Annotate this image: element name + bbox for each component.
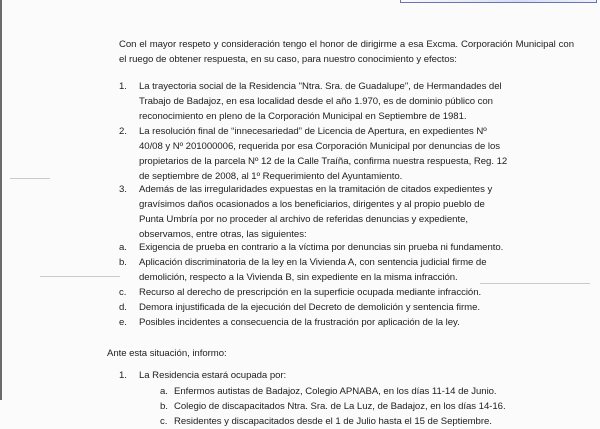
inform-text: La Residencia estará ocupada por: xyxy=(139,370,287,381)
observation-text: Demora injustificada de la ejecución del Decreto de demolición y sentencia firme. xyxy=(139,302,480,313)
text-line: propietarios de la parcela Nº 12 de la Calle Traíña, confirma nuestra respuesta, Reg. 12 xyxy=(139,156,508,167)
observation-text: Posibles incidentes a consecuencia de la frustración por aplicación de la ley. xyxy=(139,317,460,328)
observation-text xyxy=(139,255,579,285)
observation-text: Exigencia de prueba en contrario a la víctima por denuncias sin prueba ni fundamento. xyxy=(139,242,504,253)
inform-number: 1. xyxy=(119,370,127,381)
text-line: La trayectoria social de la Residencia "Ntra. Sra. de Guadalupe", de Hermandades del xyxy=(139,81,502,92)
text-line: La resolución final de “innecesariedad” de Licencia de Apertura, en expedientes Nº xyxy=(139,126,487,137)
observation-letter: a. xyxy=(119,242,127,253)
point-number: 2. xyxy=(119,126,127,137)
point-text xyxy=(139,182,574,242)
text-line: Punta Umbría por no proceder al archivo de referidas denuncias y expediente, xyxy=(139,214,468,225)
text-line: reconocimiento en pleno de la Corporación Municipal en Septiembre de 1981. xyxy=(139,111,467,122)
point-text xyxy=(139,124,574,184)
text-line: Además de las irregularidades expuestas en la tramitación de citados expedientes y xyxy=(139,184,493,195)
text-line: 40/08 y Nº 201000006, requerida por esa Corporación Municipal por denuncias de los xyxy=(139,141,501,152)
text-line: observamos, entre otras, las siguientes: xyxy=(139,229,307,240)
observation-text: Recurso al derecho de prescripción en la superficie ocupada mediante infracción. xyxy=(139,287,482,298)
text-line: gravísimos daños ocasionados a los beneficiarios, dirigentes y al propio pueblo de xyxy=(139,199,485,210)
point-text xyxy=(139,79,574,124)
observation-letter: d. xyxy=(119,302,127,313)
intro-paragraph: Con el mayor respeto y consideración tengo el honor de dirigirme a esa Excma. Corporación Municipal con el ruego de obtener respuesta, en su caso, para nuestro conocimiento y efectos: xyxy=(119,39,574,65)
point-number: 3. xyxy=(119,184,127,195)
text-line: demolición, respecto a la Vivienda B, sin expediente en la misma infracción. xyxy=(139,272,458,283)
inform-sub-text: Enfermos autistas de Badajoz, Colegio APNABA, en los días 11-14 de Junio. xyxy=(174,386,497,397)
point-number: 1. xyxy=(119,81,127,92)
text-line: Aplicación discriminatoria de la ley en la Vivienda A, con sentencia judicial firme de xyxy=(139,257,487,268)
inform-sub-text: Residentes y discapacitados desde el 1 de Julio hasta el 15 de Septiembre. xyxy=(174,416,492,427)
observation-letter: b. xyxy=(119,257,127,268)
inform-letter: a. xyxy=(160,386,168,397)
inform-letter: b. xyxy=(160,401,168,412)
observation-letter: c. xyxy=(119,287,127,298)
situation-heading: Ante esta situación, informo: xyxy=(107,348,227,359)
inform-letter: c. xyxy=(160,416,168,427)
inform-sub-text: Colegio de discapacitados Ntra. Sra. de La Luz, de Badajoz, en los días 14-16. xyxy=(174,401,506,412)
text-line: de septiembre de 2008, al 1º Requerimiento del Ayuntamiento. xyxy=(139,171,403,182)
text-line: Trabajo de Badajoz, en esa localidad desde el año 1.970, es de dominio público con xyxy=(139,96,493,107)
observation-letter: e. xyxy=(119,317,127,328)
